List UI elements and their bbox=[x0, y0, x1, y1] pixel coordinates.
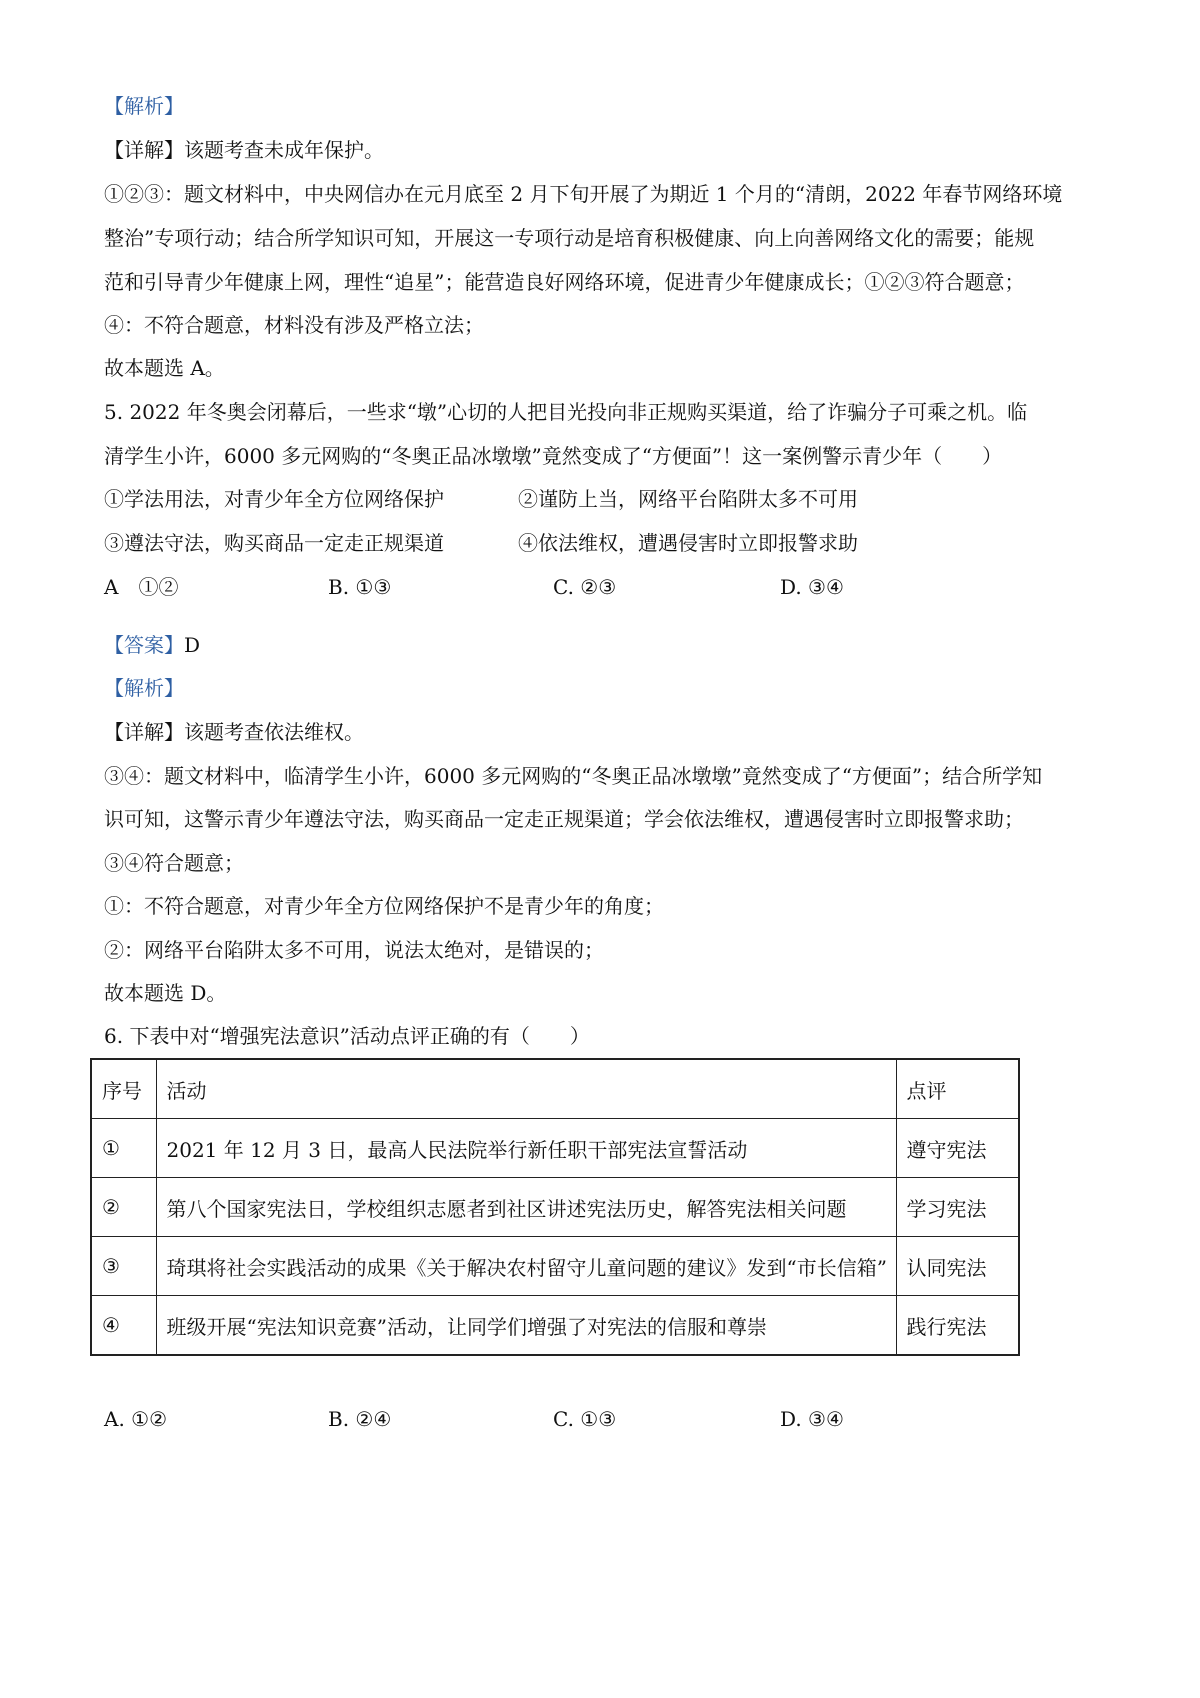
q5-statement-1: ①学法用法，对青少年全方位网络保护 bbox=[104, 487, 444, 511]
q5-statement-3: ③遵法守法，购买商品一定走正规渠道 bbox=[104, 531, 444, 555]
q4-detail: 【详解】该题考查未成年保护。 bbox=[104, 138, 384, 162]
row-comment: 认同宪法 bbox=[896, 1237, 1019, 1296]
table-header-row bbox=[91, 1059, 1019, 1119]
table-row bbox=[91, 1178, 1019, 1237]
row-activity: 琦琪将社会实践活动的成果《关于解决农村留守儿童问题的建议》发到“市长信箱” bbox=[156, 1237, 896, 1296]
q5-option-c: C. ②③ bbox=[553, 575, 617, 599]
q6-option-c: C. ①③ bbox=[553, 1407, 617, 1431]
q6-table bbox=[90, 1058, 1020, 1356]
q5-options bbox=[104, 572, 1104, 602]
row-index: ④ bbox=[91, 1296, 156, 1356]
q5-excluded-1: ①：不符合题意，对青少年全方位网络保护不是青少年的角度； bbox=[104, 894, 664, 918]
row-index: ③ bbox=[91, 1237, 156, 1296]
q5-option-b: B. ①③ bbox=[328, 575, 392, 599]
header-activity: 活动 bbox=[156, 1059, 896, 1119]
q5-detail: 【详解】该题考查依法维权。 bbox=[104, 720, 364, 744]
q5-answer-label: 【答案】 bbox=[104, 633, 184, 657]
row-comment: 践行宪法 bbox=[896, 1296, 1019, 1356]
row-comment: 遵守宪法 bbox=[896, 1119, 1019, 1178]
header-comment: 点评 bbox=[896, 1059, 1019, 1119]
q4-para-line-3: 范和引导青少年健康上网，理性“追星”；能营造良好网络环境，促进青少年健康成长；①②③符合题意； bbox=[104, 270, 1025, 294]
header-index: 序号 bbox=[91, 1059, 156, 1119]
q6-option-d: D. ③④ bbox=[780, 1407, 844, 1431]
q4-conclusion: 故本题选 A。 bbox=[104, 356, 225, 380]
q5-conclusion: 故本题选 D。 bbox=[104, 981, 227, 1005]
q5-stem-line-2: 清学生小许，6000 多元网购的“冬奥正品冰墩墩”竟然变成了“方便面”！这一案例警示青少年（ ） bbox=[104, 444, 1003, 468]
q5-statements-row-1 bbox=[104, 484, 1104, 514]
q4-excluded: ④：不符合题意，材料没有涉及严格立法； bbox=[104, 313, 484, 337]
row-comment: 学习宪法 bbox=[896, 1178, 1019, 1237]
q5-excluded-2: ②：网络平台陷阱太多不可用，说法太绝对，是错误的； bbox=[104, 938, 604, 962]
q6-option-b: B. ②④ bbox=[328, 1407, 392, 1431]
q5-answer bbox=[104, 630, 1104, 660]
table-row bbox=[91, 1237, 1019, 1296]
q5-stem-line-1: 5. 2022 年冬奥会闭幕后，一些求“墩”心切的人把目光投向非正规购买渠道，给了诈骗分子可乘之机。临 bbox=[104, 400, 1028, 424]
q6-options bbox=[104, 1404, 1104, 1434]
row-activity: 班级开展“宪法知识竞赛”活动，让同学们增强了对宪法的信服和尊崇 bbox=[156, 1296, 896, 1356]
table-row bbox=[91, 1296, 1019, 1356]
q5-option-a: A ①② bbox=[104, 575, 179, 599]
q6-option-a: A. ①② bbox=[104, 1407, 168, 1431]
row-index: ② bbox=[91, 1178, 156, 1237]
row-index: ① bbox=[91, 1119, 156, 1178]
q5-statement-4: ④依法维权，遭遇侵害时立即报警求助 bbox=[518, 531, 858, 555]
row-activity: 2021 年 12 月 3 日，最高人民法院举行新任职干部宪法宣誓活动 bbox=[156, 1119, 896, 1178]
q5-para-line-3: ③④符合题意； bbox=[104, 851, 244, 875]
q5-analysis-label: 【解析】 bbox=[104, 676, 184, 700]
q4-analysis-label: 【解析】 bbox=[104, 94, 184, 118]
q4-para-line-1: ①②③：题文材料中，中央网信办在元月底至 2 月下旬开展了为期近 1 个月的“清朗，2022 年春节网络环境 bbox=[104, 182, 1063, 206]
q5-option-d: D. ③④ bbox=[780, 575, 844, 599]
q5-para-line-2: 识可知，这警示青少年遵法守法，购买商品一定走正规渠道；学会依法维权，遭遇侵害时立即报警求助； bbox=[104, 807, 1024, 831]
q5-answer-value: D bbox=[184, 633, 201, 657]
row-activity: 第八个国家宪法日，学校组织志愿者到社区讲述宪法历史，解答宪法相关问题 bbox=[156, 1178, 896, 1237]
q5-para-line-1: ③④：题文材料中，临清学生小许，6000 多元网购的“冬奥正品冰墩墩”竟然变成了“方便面”；结合所学知 bbox=[104, 764, 1043, 788]
q6-stem: 6. 下表中对“增强宪法意识”活动点评正确的有（ ） bbox=[104, 1024, 590, 1048]
q5-statement-2: ②谨防上当，网络平台陷阱太多不可用 bbox=[518, 487, 858, 511]
q5-statements-row-2 bbox=[104, 528, 1104, 558]
q4-para-line-2: 整治”专项行动；结合所学知识可知，开展这一专项行动是培育积极健康、向上向善网络文化的需要；能规 bbox=[104, 226, 1035, 250]
table-row bbox=[91, 1119, 1019, 1178]
